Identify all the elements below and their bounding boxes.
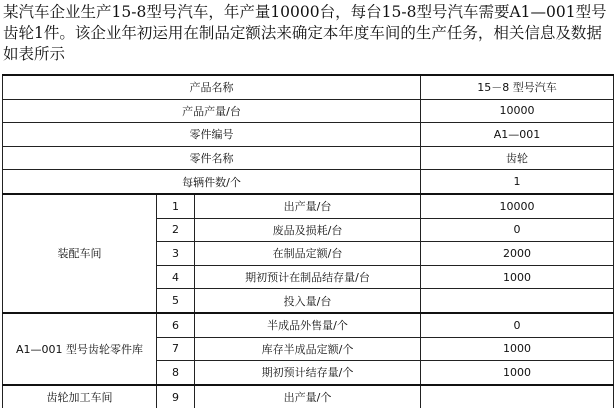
table-row xyxy=(3,146,614,170)
item-name: 在制品定额/台 xyxy=(195,242,421,266)
value-product-name: 15－8 型号汽车 xyxy=(421,75,614,99)
row-number: 9 xyxy=(157,385,195,409)
problem-statement: 某汽车企业生产15-8型号汽车，年产量10000台，每台15-8型号汽车需要A1—001型号齿轮1件。该企业年初运用在制品定额法来确定本年度车间的生产任务，相关信息及数据如表所示 xyxy=(3,3,607,63)
table-row xyxy=(3,123,614,147)
item-name: 出产量/个 xyxy=(195,385,421,409)
row-number: 2 xyxy=(157,218,195,242)
row-label-product-output: 产品产量/台 xyxy=(3,99,421,123)
item-value xyxy=(421,385,614,409)
item-name: 半成品外售量/个 xyxy=(195,313,421,337)
item-value: 0 xyxy=(421,313,614,337)
group-gear-machining-workshop: 齿轮加工车间 xyxy=(3,385,157,409)
row-number: 5 xyxy=(157,289,195,313)
item-value xyxy=(421,289,614,313)
item-name: 期初预计在制品结存量/台 xyxy=(195,265,421,289)
item-value: 1000 xyxy=(421,361,614,385)
row-number: 8 xyxy=(157,361,195,385)
row-number: 3 xyxy=(157,242,195,266)
table-row xyxy=(3,99,614,123)
row-number: 4 xyxy=(157,265,195,289)
table-row xyxy=(3,385,614,409)
row-label-part-name: 零件名称 xyxy=(3,146,421,170)
production-info-table xyxy=(2,74,614,408)
item-name: 出产量/台 xyxy=(195,194,421,218)
item-value: 1000 xyxy=(421,265,614,289)
value-product-output: 10000 xyxy=(421,99,614,123)
item-value: 2000 xyxy=(421,242,614,266)
table-row xyxy=(3,194,614,218)
item-value: 10000 xyxy=(421,194,614,218)
row-number: 7 xyxy=(157,337,195,361)
group-gear-parts-warehouse: A1—001 型号齿轮零件库 xyxy=(3,313,157,385)
table-row xyxy=(3,313,614,337)
value-part-name: 齿轮 xyxy=(421,146,614,170)
group-assembly-workshop: 装配车间 xyxy=(3,194,157,313)
row-number: 6 xyxy=(157,313,195,337)
value-parts-per-vehicle: 1 xyxy=(421,170,614,194)
value-part-number: A1—001 xyxy=(421,123,614,147)
table-row xyxy=(3,170,614,194)
item-name: 废品及损耗/台 xyxy=(195,218,421,242)
item-value: 0 xyxy=(421,218,614,242)
item-name: 库存半成品定额/个 xyxy=(195,337,421,361)
row-number: 1 xyxy=(157,194,195,218)
table-row xyxy=(3,75,614,99)
row-label-product-name: 产品名称 xyxy=(3,75,421,99)
row-label-part-number: 零件编号 xyxy=(3,123,421,147)
item-name: 期初预计结存量/个 xyxy=(195,361,421,385)
row-label-parts-per-vehicle: 每辆件数/个 xyxy=(3,170,421,194)
item-name: 投入量/台 xyxy=(195,289,421,313)
item-value: 1000 xyxy=(421,337,614,361)
